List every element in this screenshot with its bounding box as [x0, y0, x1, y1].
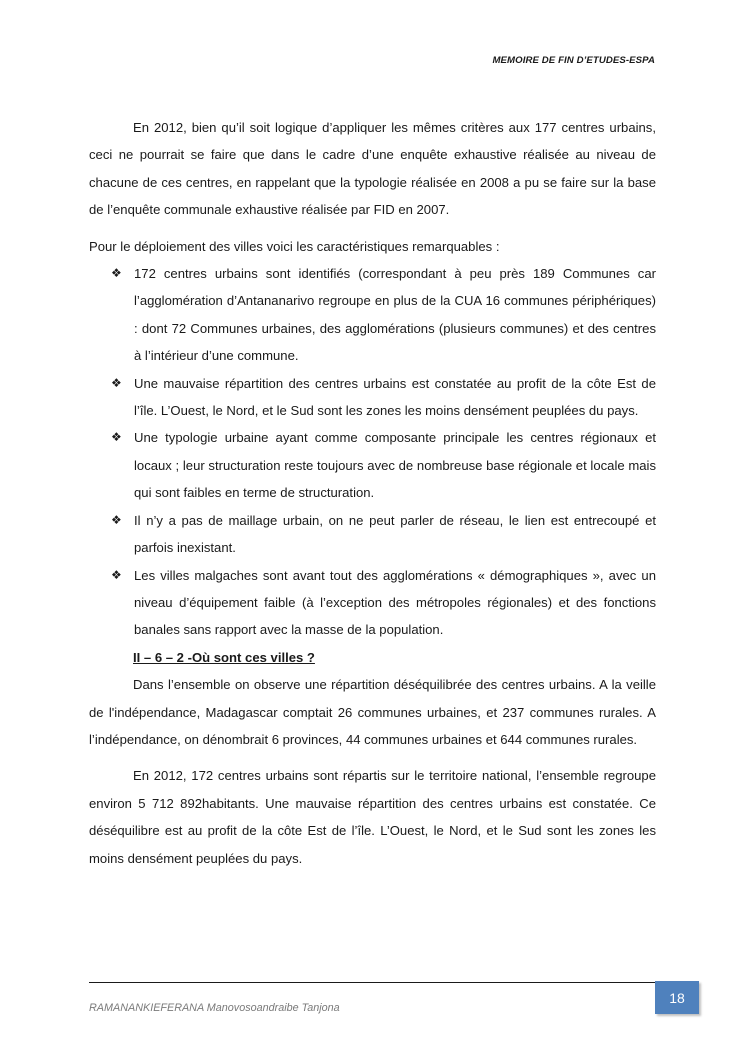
characteristics-list [89, 260, 656, 644]
list-item-text: 172 centres urbains sont identifiés (correspondant à peu près 189 Communes car l’agglomération d’Antananarivo regroupe en plus de la CUA 16 communes périphériques) : dont 72 Communes urbaines, des agglomérations (plusieurs communes) et des centres à l’intérieur d’une commune. [134, 266, 656, 364]
list-item [111, 424, 656, 506]
diamond-bullet-icon: ❖ [111, 266, 122, 281]
diamond-bullet-icon: ❖ [111, 567, 122, 582]
list-item [111, 370, 656, 425]
footer-divider [89, 982, 657, 983]
footer-author: RAMANANKIEFERANA Manovosoandraibe Tanjona [89, 1002, 340, 1014]
list-item [111, 507, 656, 562]
section-paragraph-2: En 2012, 172 centres urbains sont répartis sur le territoire national, l’ensemble regroupe environ 5 712 892habitants. Une mauvaise répartition des centres urbains est constatée. Ce déséquilibre est au profit de la côte Est de l’île. L’Ouest, le Nord, et le Sud sont les zones les moins densément peuplées du pays. [89, 768, 656, 866]
document-body [89, 114, 656, 872]
section-paragraph-1: Dans l’ensemble on observe une répartition déséquilibrée des centres urbains. A la veille de l'indépendance, Madagascar comptait 26 communes urbaines, et 237 communes rurales. A l’indépendance, on dénombrait 6 provinces, 44 communes urbaines et 644 communes rurales. [89, 677, 656, 747]
list-item-text: Une typologie urbaine ayant comme composante principale les centres régionaux et locaux ; leur structuration reste toujours avec de nombreuse base régionale et locale mais qui sont faibles en terme de structuration. [134, 430, 656, 501]
section-heading: II – 6 – 2 -Où sont ces villes ? [133, 649, 315, 665]
list-item [111, 260, 656, 370]
diamond-bullet-icon: ❖ [111, 430, 122, 445]
running-header: MEMOIRE DE FIN D’ETUDES-ESPA [492, 55, 655, 66]
diamond-bullet-icon: ❖ [111, 512, 122, 527]
diamond-bullet-icon: ❖ [111, 375, 122, 390]
page-number-badge: 18 [655, 981, 699, 1014]
list-item-text: Il n’y a pas de maillage urbain, on ne peut parler de réseau, le lien est entrecoupé et parfois inexistant. [134, 512, 656, 556]
list-item-text: Une mauvaise répartition des centres urbains est constatée au profit de la côte Est de l’île. L’Ouest, le Nord, et le Sud sont les zones les moins densément peuplées du pays. [134, 375, 656, 419]
list-item-text: Les villes malgaches sont avant tout des agglomérations « démographiques », avec un niveau d’équipement faible (à l’exception des métropoles régionales) et des fonctions banales sans rapport avec la masse de la population. [134, 567, 656, 638]
list-intro-paragraph: Pour le déploiement des villes voici les caractéristiques remarquables : [89, 238, 500, 254]
intro-paragraph: En 2012, bien qu’il soit logique d’appliquer les mêmes critères aux 177 centres urbains, ceci ne pourrait se faire que dans le cadre d’une enquête exhaustive réalisée au niveau de chacune de ces centres, en rappelant que la typologie réalisée en 2008 a pu se faire sur la base de l’enquête communale exhaustive réalisée par FID en 2007. [89, 120, 656, 218]
list-item [111, 562, 656, 644]
